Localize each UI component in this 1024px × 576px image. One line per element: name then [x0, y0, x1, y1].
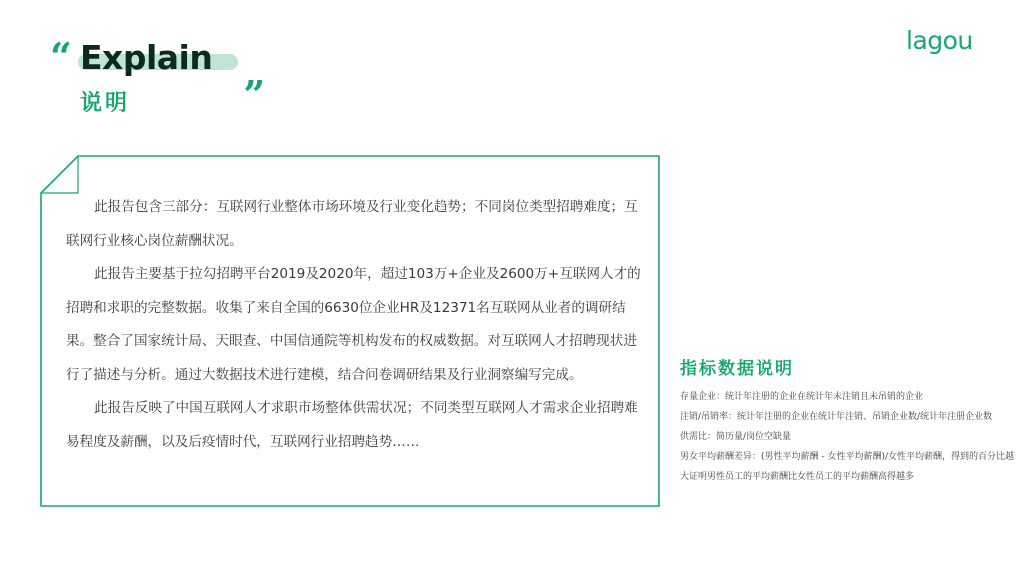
lagou-logo: lagou: [906, 26, 973, 55]
report-text: [66, 191, 646, 459]
report-paragraph: 此报告主要基于拉勾招聘平台2019及2020年，超过103万+企业及2600万+互联网人才的招聘和求职的完整数据。收集了来自全国的6630位企业HR及12371名互联网从业者的调研结果。整合了国家统计局、天眼查、中国信通院等机构发布的权威数据。对互联网人才招聘现状进行了描述与分析。通过大数据技术进行建模，结合问卷调研结果及行业洞察编写完成。: [66, 266, 641, 383]
report-description-panel: [40, 155, 660, 507]
metric-definition: 供需比：简历量/岗位空缺量: [680, 432, 792, 442]
open-quote-icon: “: [50, 34, 72, 79]
metric-definition: 存量企业：统计年注册的企业在统计年未注销且未吊销的企业: [680, 392, 924, 402]
page-subtitle: 说明: [80, 91, 131, 116]
report-paragraph: 此报告反映了中国互联网人才求职市场整体供需状况；不同类型互联网人才需求企业招聘难易程度及薪酬，以及后疫情时代，互联网行业招聘趋势……: [66, 400, 638, 450]
report-paragraph: 此报告包含三部分：互联网行业整体市场环境及行业变化趋势；不同岗位类型招聘难度；互联网行业核心岗位薪酬状况。: [66, 199, 638, 249]
page-title: Explain: [80, 38, 213, 77]
close-quote-icon: „: [244, 50, 266, 95]
metrics-explanation: [680, 354, 1015, 487]
metrics-title: 指标数据说明: [680, 359, 794, 379]
metric-definition: 男女平均薪酬差异：(男性平均薪酬 - 女性平均薪酬)/女性平均薪酬，得到的百分比越大证明男性员工的平均薪酬比女性员工的平均薪酬高得越多: [680, 452, 1015, 482]
metric-definition: 注销/吊销率：统计年注册的企业在统计年注销、吊销企业数/统计年注册企业数: [680, 412, 993, 422]
